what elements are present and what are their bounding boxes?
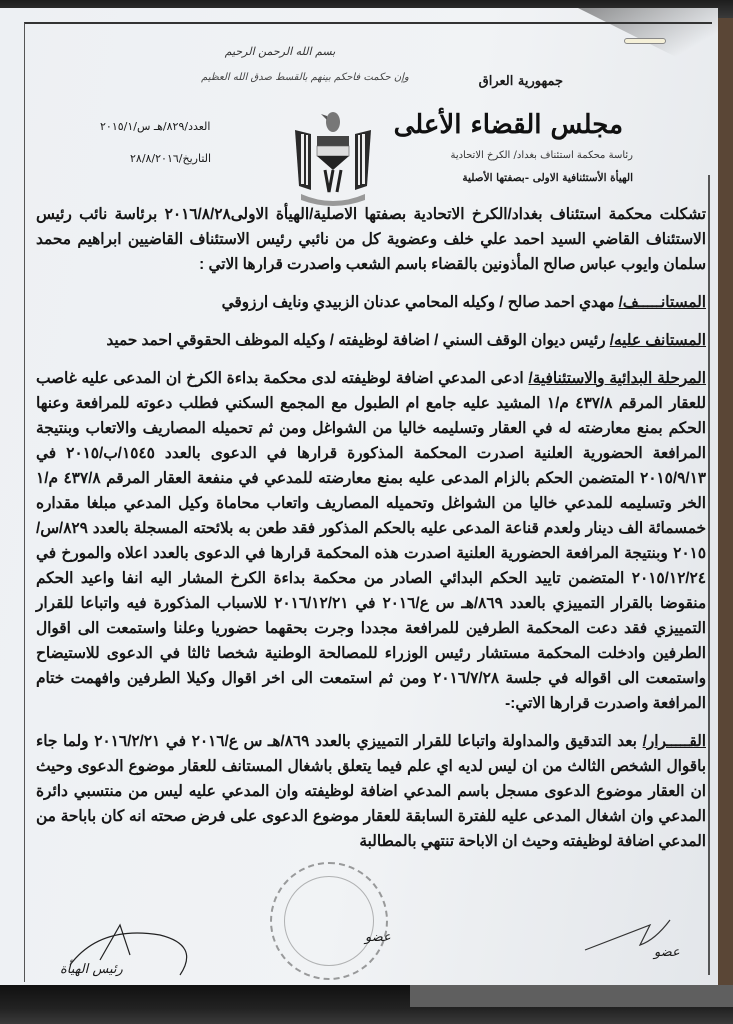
council-title: مجلس القضاء الأعلى (393, 110, 623, 140)
country-name: جمهورية العراق (478, 74, 563, 89)
decision-paragraph (36, 729, 706, 854)
court-presidency: رئاسة محكمة استئناف بغداد/ الكرخ الاتحادية (450, 150, 633, 161)
member-signature-label-middle: عضو (365, 930, 391, 945)
intro-paragraph: تشكلت محكمة استئناف بغداد/الكرخ الاتحادية بصفتها الاصلية/الهيأة الاولى٢٠١٦/٨/٢٨ برئاسة نائب رئيس الاستئناف القاضي السيد احمد علي خلف وعضوية كل من نائبي رئيس الاستئناف القاضيين ابراهيم محمد سلمان وايوب عباس صالح المأذونين بالقضاء باسم الشعب واصدرت قرارها الاتي : (36, 206, 707, 273)
respondent-line (36, 328, 706, 353)
appellant-text: مهدي احمد صالح / وكيله المحامي عدنان الزبيدي ونايف ارزوقي (221, 294, 619, 311)
decision-label: القـــــرار/ (642, 733, 706, 750)
respondent-text: رئيس ديوان الوقف السني / اضافة لوظيفته / وكيله الموظف الحقوقي احمد حميد (106, 332, 610, 349)
page-border-right (708, 175, 710, 975)
stage-label: المرحلة البدائية والاستئنافية/ (528, 370, 706, 387)
stage-text: ادعى المدعي اضافة لوظيفته لدى محكمة بداءة الكرخ ان المدعى عليه غاصب للعقار المرقم ٤٣٧/٨ م/١ المشيد عليه جامع ام الطبول مع المجمع السكني فطلب دعوته للمرافعة وعنها الحكم بمنع معارضته له في العقار وتسليمه خاليا من الشواغل ومن ثم تحميله المصاريف والاتعاب وبنتيجة المرافعة الحضورية العلنية اصدرت المحكمة المذكورة قرارها في الدعوى بالعدد ١٥٤٥/ب/٢٠١٥ في ٢٠١٥/٩/١٣ المتضمن الحكم بالزام المدعى عليه بمنع معارضته للمدعي في منفعة العقار المرقم ٤٣٧/٨ م/١ الخر وتسليمه للمدعي خاليا من الشواغل وتحميله المصاريف واتعاب محاماة وكيل المدعي مبلغا مقداره خمسمائة الف دينار ولعدم قناعة المدعى عليه بالحكم المذكور فقد طعن به بلائحته المسجلة بالعدد ٨٢٩/س/٢٠١٥ وبنتيجة المرافعة الحضورية العلنية اصدرت هذه المحكمة قرارها في الدعوى بالعدد اعلاه والمورخ في ٢٠١٥/١٢/٢٤ المتضمن تاييد الحكم البدائي الصادر من محكمة بداءة الكرخ المشار اليه انفا واعيد الحكم منقوضا بالقرار التمييزي بالعدد ٨٦٩/هـ س ع/٢٠١٦ في ٢٠١٦/١٢/٢١ للاسباب المذكورة فيه واتباعا للقرار التمييزي فقد دعت المحكمة الطرفين للمرافعة مجددا وجرت بحقهما حضوريا وعلنا واستمعت الى اقوال الطرفين وادخلت المحكمة مستشار رئيس الوزراء للمصالحة الوطنية شخصا ثالثا في الدعوى للاستيضاح واستمعت الى اقواله في جلسة ٢٠١٦/٧/٢٨ ومن ثم استمعت الى اخر اقوال وكيلا الطرفين وافهمت ختام المرافعة واصدرت قرارها الاتي:- (36, 370, 707, 712)
signature-area (0, 905, 733, 985)
member-signature-label-right: عضو (654, 945, 680, 960)
court-panel: الهيأة الأستئنافية الاولى -بصفتها الأصلية (462, 172, 633, 184)
appellant-label: المستانـــــف/ (618, 294, 706, 311)
reference-date: التاريخ/٢٨/٨/٢٠١٦ (130, 152, 212, 165)
bottom-edge (410, 985, 733, 1007)
judgment-body (36, 202, 706, 854)
reference-number: العدد/٨٢٩/هـ س/٢٠١٥/١ (100, 120, 211, 133)
stage-paragraph (36, 366, 706, 716)
member-signature-icon (580, 915, 680, 955)
basmala: بسم الله الرحمن الرحيم (224, 45, 336, 58)
decision-text: بعد التدقيق والمداولة واتباعا للقرار التمييزي بالعدد ٨٦٩/هـ س ع/٢٠١٦ في ٢٠١٦/٢/٢١ ولما جاء باقوال الشخص الثالث من ان ليس لديه اي علم فيما يتعلق باشغال المستانف للعقار موضوع الدعوى وحيث ان العقار موضوع الدعوى مسجل باسم المدعي اضافة لوظيفته وان المدعي عليه ليس من منتسبي دائرة المدعي وان اشغال المدعى عليه للفترة السابقة للعقار موضوع الدعوى على فرض صحته انه كان باباحة من المدعي اضافة لوظيفته وحيث ان الاباحة تنتهي بالمطالبة (36, 733, 706, 850)
appellant-line (36, 290, 706, 315)
bottom-shadow (0, 985, 733, 1024)
coat-of-arms-icon (291, 108, 375, 208)
respondent-label: المستانف عليه/ (609, 332, 706, 349)
quran-verse: وإن حكمت فاحكم بينهم بالقسط صدق الله العظيم (201, 72, 409, 83)
president-signature-label: رئيس الهيأة (60, 962, 123, 977)
president-signature-icon (60, 905, 200, 980)
